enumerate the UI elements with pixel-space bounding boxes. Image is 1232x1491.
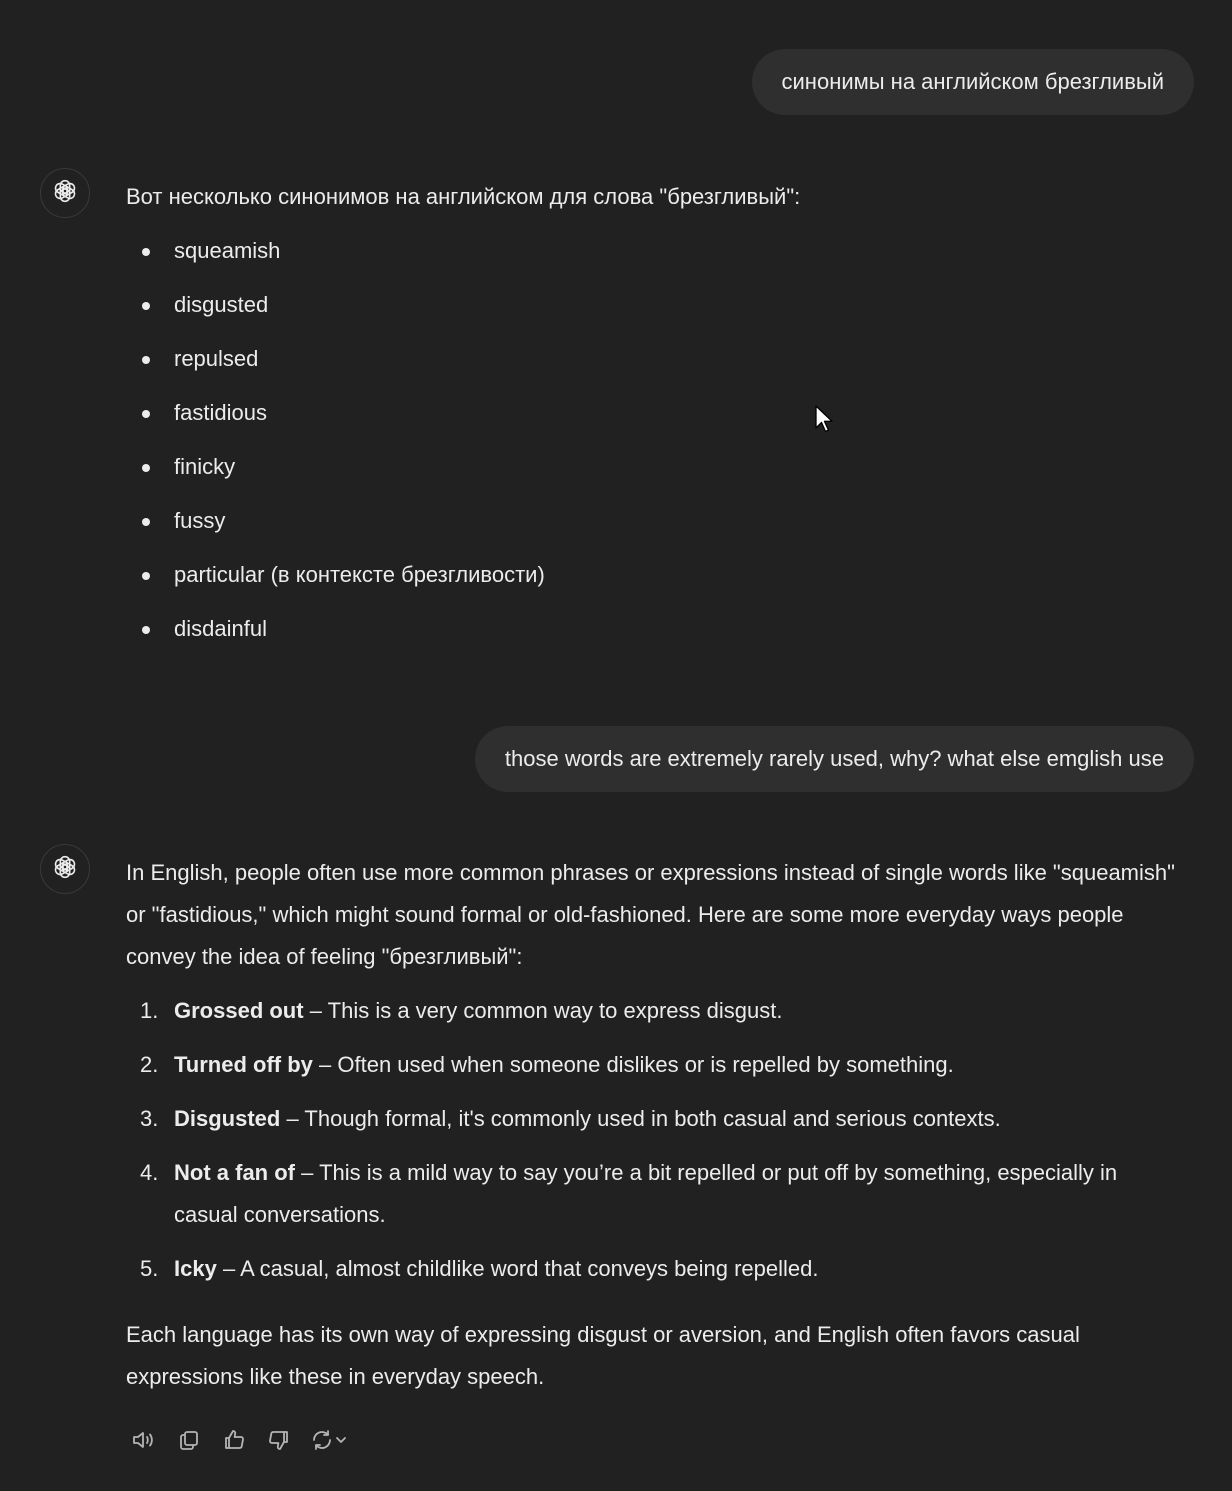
thumbs-down-button[interactable] — [261, 1424, 297, 1460]
assistant-intro: In English, people often use more common phrases or expressions instead of single words like "squeamish" or "fastidious," which might sound formal or old-fashioned. Here are some more everyday ways people convey the idea of feeling "брезгливый": — [126, 860, 1175, 969]
copy-icon — [177, 1428, 201, 1457]
assistant-message — [126, 852, 1186, 1398]
regenerate-button[interactable] — [306, 1424, 352, 1460]
list-term: Grossed out — [174, 998, 304, 1023]
user-message-bubble — [475, 726, 1194, 792]
synonym-list — [126, 224, 1186, 656]
list-item: disgusted — [126, 278, 1186, 332]
list-item: repulsed — [126, 332, 1186, 386]
thumbs-down-icon — [267, 1428, 291, 1457]
list-item — [126, 984, 1186, 1038]
list-desc: – Though formal, it's commonly used in both casual and serious contexts. — [280, 1106, 1001, 1131]
list-number: 4. — [140, 1160, 159, 1185]
user-message-bubble — [752, 49, 1194, 115]
openai-logo-icon — [51, 177, 79, 210]
assistant-message — [126, 176, 1186, 656]
list-term: Turned off by — [174, 1052, 313, 1077]
assistant-intro: Вот несколько синонимов на английском для слова "брезгливый": — [126, 184, 801, 209]
chevron-down-icon — [334, 1433, 348, 1452]
list-item: finicky — [126, 440, 1186, 494]
list-item: squeamish — [126, 224, 1186, 278]
openai-logo-icon — [51, 853, 79, 886]
read-aloud-button[interactable] — [126, 1424, 162, 1460]
regenerate-icon — [310, 1428, 334, 1457]
list-number: 2. — [140, 1052, 159, 1077]
list-term: Icky — [174, 1256, 217, 1281]
list-item: fussy — [126, 494, 1186, 548]
thumbs-up-button[interactable] — [216, 1424, 252, 1460]
list-item — [126, 1092, 1186, 1146]
list-item: fastidious — [126, 386, 1186, 440]
list-item — [126, 1038, 1186, 1092]
user-message-text: синонимы на английском брезгливый — [781, 69, 1164, 94]
list-number: 1. — [140, 998, 159, 1023]
copy-button[interactable] — [171, 1424, 207, 1460]
user-message-text: those words are extremely rarely used, why? what else emglish use — [504, 746, 1164, 771]
assistant-avatar — [40, 168, 90, 218]
list-number: 5. — [140, 1256, 159, 1281]
expression-list — [126, 984, 1186, 1296]
list-number: 3. — [140, 1106, 159, 1131]
list-desc: – This is a very common way to express disgust. — [303, 998, 783, 1023]
assistant-outro: Each language has its own way of expressing disgust or aversion, and English often favors casual expressions like these in everyday speech. — [126, 1322, 1080, 1389]
list-term: Not a fan of — [174, 1160, 295, 1185]
mouse-cursor-icon — [815, 405, 835, 440]
list-item — [126, 1146, 1186, 1242]
list-desc: – Often used when someone dislikes or is repelled by something. — [312, 1052, 954, 1077]
list-item — [126, 1242, 1186, 1296]
assistant-avatar — [40, 844, 90, 894]
list-desc: – A casual, almost childlike word that conveys being repelled. — [216, 1256, 819, 1281]
read-aloud-icon — [130, 1428, 158, 1457]
list-item: particular (в контексте брезгливости) — [126, 548, 1186, 602]
thumbs-up-icon — [222, 1428, 246, 1457]
list-term: Disgusted — [174, 1106, 281, 1131]
list-desc: – This is a mild way to say you’re a bit repelled or put off by something, especially in casual conversations. — [174, 1160, 1118, 1227]
list-item: disdainful — [126, 602, 1186, 656]
message-action-bar — [126, 1424, 361, 1460]
